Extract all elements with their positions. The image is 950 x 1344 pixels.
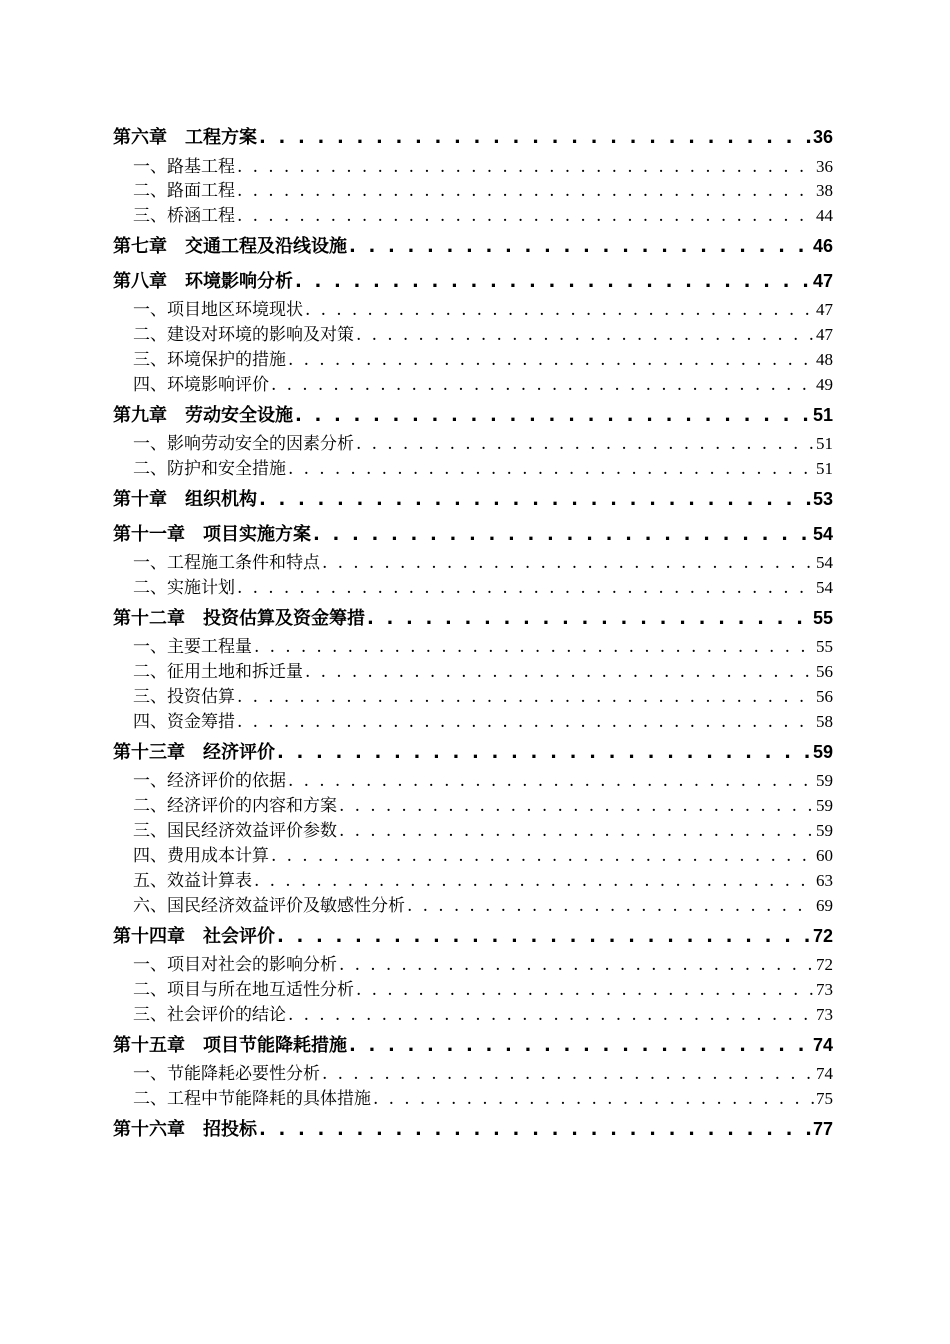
page-number: 53 (812, 489, 833, 510)
toc-section-entry[interactable] (113, 978, 833, 1003)
toc-section-entry[interactable] (113, 179, 833, 204)
dot-leader (313, 518, 811, 552)
dot-leader (373, 1087, 814, 1112)
dot-leader (407, 894, 814, 919)
toc-chapter-entry[interactable] (113, 398, 833, 433)
dot-leader (339, 953, 814, 978)
toc-section-entry[interactable] (113, 1003, 833, 1028)
dot-leader (339, 794, 814, 819)
page-number: 55 (812, 607, 833, 628)
dot-leader (271, 373, 814, 398)
page-number: 54 (816, 553, 833, 573)
page-number: 69 (816, 895, 833, 915)
dot-leader (237, 710, 814, 735)
dot-leader (367, 602, 811, 636)
table-of-contents (113, 120, 833, 1147)
entry-title: 三、桥涵工程 (133, 206, 235, 227)
entry-title: 三、投资估算 (133, 687, 235, 708)
entry-title: 一、主要工程量 (133, 637, 252, 658)
entry-title: 第十五章 项目节能降耗措施 (113, 1034, 347, 1056)
toc-section-entry[interactable] (113, 685, 833, 710)
page-number: 73 (816, 980, 833, 1000)
page-number: 73 (816, 1004, 833, 1024)
entry-title: 五、效益计算表 (133, 870, 252, 891)
page-number: 55 (816, 637, 833, 657)
dot-leader (288, 348, 814, 373)
page-number: 46 (812, 236, 833, 257)
entry-title: 二、征用土地和拆迁量 (133, 662, 303, 683)
page-number: 47 (816, 325, 833, 345)
toc-chapter-entry[interactable] (113, 1112, 833, 1147)
entry-title: 六、国民经济效益评价及敏感性分析 (133, 895, 405, 916)
page-number: 60 (816, 846, 833, 866)
toc-section-entry[interactable] (113, 323, 833, 348)
page-number: 47 (812, 270, 833, 291)
dot-leader (259, 1113, 811, 1147)
dot-leader (288, 457, 814, 482)
toc-chapter-entry[interactable] (113, 264, 833, 299)
entry-title: 三、国民经济效益评价参数 (133, 821, 337, 842)
dot-leader (259, 121, 811, 155)
page-number: 72 (812, 925, 833, 946)
dot-leader (237, 179, 814, 204)
entry-title: 三、环境保护的措施 (133, 349, 286, 370)
entry-title: 一、路基工程 (133, 156, 235, 177)
entry-title: 第十六章 招投标 (113, 1119, 257, 1141)
dot-leader (349, 230, 811, 264)
entry-title: 第十三章 经济评价 (113, 741, 275, 763)
dot-leader (288, 769, 814, 794)
page-number: 75 (816, 1089, 833, 1109)
toc-chapter-entry[interactable] (113, 1028, 833, 1063)
toc-section-entry[interactable] (113, 794, 833, 819)
toc-chapter-entry[interactable] (113, 120, 833, 155)
page-number: 38 (816, 181, 833, 201)
toc-section-entry[interactable] (113, 1062, 833, 1087)
entry-title: 二、实施计划 (133, 577, 235, 598)
dot-leader (295, 265, 811, 299)
page-number: 51 (816, 459, 833, 479)
toc-chapter-entry[interactable] (113, 735, 833, 770)
page-number: 63 (816, 870, 833, 890)
entry-title: 二、工程中节能降耗的具体措施 (133, 1089, 371, 1110)
dot-leader (322, 551, 814, 576)
page-number: 74 (812, 1034, 833, 1055)
page-number: 56 (816, 662, 833, 682)
dot-leader (237, 685, 814, 710)
dot-leader (339, 819, 814, 844)
entry-title: 三、社会评价的结论 (133, 1004, 286, 1025)
page-number: 59 (812, 741, 833, 762)
page-number: 54 (812, 523, 833, 544)
page-number: 47 (816, 300, 833, 320)
entry-title: 二、防护和安全措施 (133, 459, 286, 480)
toc-section-entry[interactable] (113, 576, 833, 601)
entry-title: 一、影响劳动安全的因素分析 (133, 434, 354, 455)
entry-title: 二、路面工程 (133, 181, 235, 202)
dot-leader (349, 1029, 811, 1063)
toc-section-entry[interactable] (113, 1087, 833, 1112)
toc-chapter-entry[interactable] (113, 919, 833, 954)
dot-leader (356, 323, 814, 348)
entry-title: 第十一章 项目实施方案 (113, 523, 311, 545)
entry-title: 四、资金筹措 (133, 711, 235, 732)
toc-section-entry[interactable] (113, 432, 833, 457)
toc-section-entry[interactable] (113, 844, 833, 869)
page-number: 74 (816, 1064, 833, 1084)
dot-leader (237, 576, 814, 601)
page-number: 59 (816, 771, 833, 791)
toc-chapter-entry[interactable] (113, 517, 833, 552)
dot-leader (271, 844, 814, 869)
entry-title: 一、工程施工条件和特点 (133, 553, 320, 574)
page-number: 51 (812, 404, 833, 425)
dot-leader (277, 736, 811, 770)
toc-section-entry[interactable] (113, 348, 833, 373)
page-number: 54 (816, 577, 833, 597)
dot-leader (237, 155, 814, 180)
page-number: 44 (816, 206, 833, 226)
toc-section-entry[interactable] (113, 894, 833, 919)
page-number: 59 (816, 821, 833, 841)
toc-section-entry[interactable] (113, 769, 833, 794)
toc-section-entry[interactable] (113, 953, 833, 978)
toc-chapter-entry[interactable] (113, 229, 833, 264)
page-number: 72 (816, 955, 833, 975)
entry-title: 第八章 环境影响分析 (113, 270, 293, 292)
toc-chapter-entry[interactable] (113, 601, 833, 636)
dot-leader (254, 635, 814, 660)
page-number: 56 (816, 687, 833, 707)
page-number: 48 (816, 349, 833, 369)
page-number: 77 (812, 1119, 833, 1140)
entry-title: 第九章 劳动安全设施 (113, 404, 293, 426)
dot-leader (356, 978, 814, 1003)
dot-leader (288, 1003, 814, 1028)
toc-chapter-entry[interactable] (113, 482, 833, 517)
entry-title: 一、项目对社会的影响分析 (133, 955, 337, 976)
entry-title: 二、经济评价的内容和方案 (133, 796, 337, 817)
page-number: 36 (812, 127, 833, 147)
toc-section-entry[interactable] (113, 660, 833, 685)
toc-section-entry[interactable] (113, 298, 833, 323)
dot-leader (254, 869, 814, 894)
dot-leader (356, 432, 814, 457)
page-number: 51 (816, 434, 833, 454)
entry-title: 第十章 组织机构 (113, 489, 257, 511)
entry-title: 第十四章 社会评价 (113, 925, 275, 947)
dot-leader (295, 399, 811, 433)
entry-title: 二、建设对环境的影响及对策 (133, 325, 354, 346)
dot-leader (322, 1062, 814, 1087)
entry-title: 第七章 交通工程及沿线设施 (113, 236, 347, 258)
toc-section-entry[interactable] (113, 635, 833, 660)
toc-section-entry[interactable] (113, 551, 833, 576)
page-number: 59 (816, 796, 833, 816)
toc-section-entry[interactable] (113, 710, 833, 735)
toc-section-entry[interactable] (113, 457, 833, 482)
toc-section-entry[interactable] (113, 155, 833, 180)
page-number: 49 (816, 374, 833, 394)
dot-leader (305, 660, 814, 685)
entry-title: 一、项目地区环境现状 (133, 300, 303, 321)
entry-title: 第六章 工程方案 (113, 127, 257, 148)
toc-section-entry[interactable] (113, 869, 833, 894)
dot-leader (305, 298, 814, 323)
page-number: 58 (816, 711, 833, 731)
entry-title: 二、项目与所在地互适性分析 (133, 980, 354, 1001)
entry-title: 一、节能降耗必要性分析 (133, 1064, 320, 1085)
toc-section-entry[interactable] (113, 819, 833, 844)
entry-title: 四、费用成本计算 (133, 846, 269, 867)
dot-leader (259, 483, 811, 517)
entry-title: 第十二章 投资估算及资金筹措 (113, 607, 365, 629)
entry-title: 一、经济评价的依据 (133, 771, 286, 792)
page-number: 36 (816, 156, 833, 176)
toc-section-entry[interactable] (113, 204, 833, 229)
entry-title: 四、环境影响评价 (133, 374, 269, 395)
dot-leader (237, 204, 814, 229)
dot-leader (277, 920, 811, 954)
toc-section-entry[interactable] (113, 373, 833, 398)
